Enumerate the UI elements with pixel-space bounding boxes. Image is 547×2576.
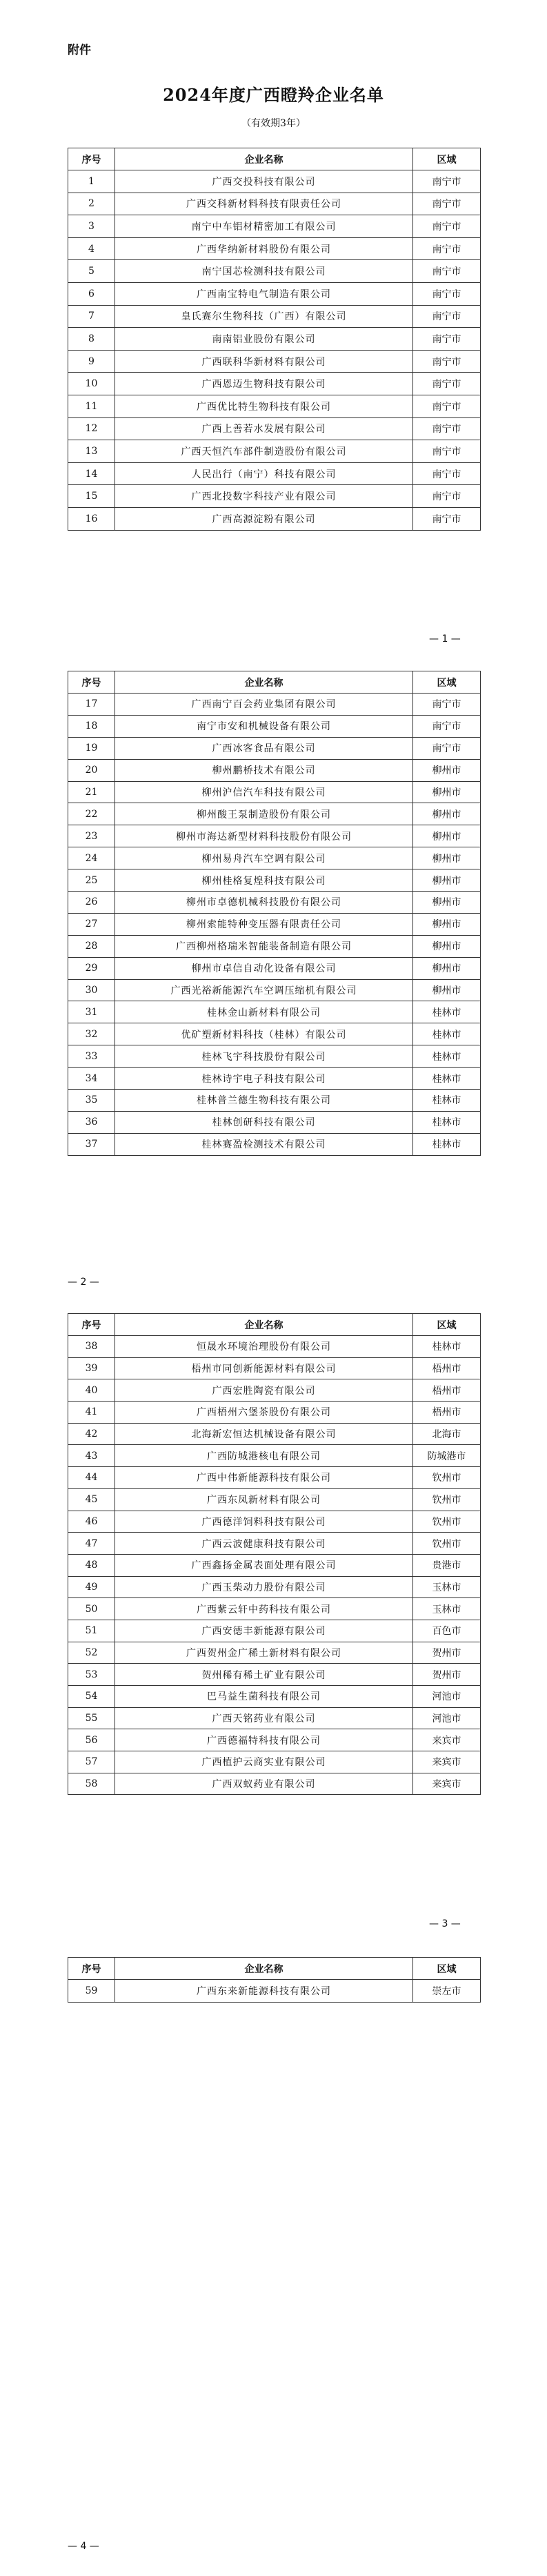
company-name: 南宁中车铝材精密加工有限公司 xyxy=(115,215,413,238)
row-index: 9 xyxy=(68,350,115,373)
table-row xyxy=(68,1729,481,1751)
company-name: 皇氏赛尔生物科技（广西）有限公司 xyxy=(115,305,413,328)
region-name: 柳州市 xyxy=(413,759,481,781)
row-index: 33 xyxy=(68,1045,115,1068)
page-number: — 1 — xyxy=(429,633,461,645)
roster-table-page-3 xyxy=(68,1313,481,1795)
table-header-row xyxy=(68,1314,481,1336)
region-name: 玉林市 xyxy=(413,1576,481,1598)
region-name: 钦州市 xyxy=(413,1511,481,1533)
region-name: 桂林市 xyxy=(413,1133,481,1155)
company-name: 广西联科华新材料有限公司 xyxy=(115,350,413,373)
row-index: 39 xyxy=(68,1357,115,1379)
company-name: 广西梧州六堡茶股份有限公司 xyxy=(115,1402,413,1424)
company-name: 广西柳州格瑞米智能装备制造有限公司 xyxy=(115,935,413,957)
region-name: 南宁市 xyxy=(413,440,481,463)
table-row xyxy=(68,737,481,759)
region-name: 南宁市 xyxy=(413,215,481,238)
row-index: 52 xyxy=(68,1642,115,1664)
header-company-name: 企业名称 xyxy=(115,1958,413,1980)
header-index: 序号 xyxy=(68,1958,115,1980)
table-header-row xyxy=(68,671,481,694)
row-index: 3 xyxy=(68,215,115,238)
row-index: 50 xyxy=(68,1598,115,1620)
region-name: 南宁市 xyxy=(413,260,481,283)
annex-label: 附件 xyxy=(68,43,91,57)
region-name: 来宾市 xyxy=(413,1729,481,1751)
region-name: 梧州市 xyxy=(413,1357,481,1379)
region-name: 南宁市 xyxy=(413,462,481,485)
row-index: 43 xyxy=(68,1445,115,1467)
row-index: 45 xyxy=(68,1488,115,1511)
region-name: 桂林市 xyxy=(413,1045,481,1068)
table-row xyxy=(68,373,481,395)
row-index: 42 xyxy=(68,1423,115,1445)
row-index: 49 xyxy=(68,1576,115,1598)
table-row xyxy=(68,1111,481,1133)
table-row xyxy=(68,803,481,825)
table-row xyxy=(68,507,481,530)
table-row xyxy=(68,237,481,260)
table-row xyxy=(68,1751,481,1773)
table-row xyxy=(68,1598,481,1620)
table-row xyxy=(68,485,481,508)
region-name: 贺州市 xyxy=(413,1664,481,1686)
region-name: 贺州市 xyxy=(413,1642,481,1664)
company-name: 广西交投科技有限公司 xyxy=(115,170,413,193)
region-name: 崇左市 xyxy=(413,1980,481,2003)
table-row xyxy=(68,215,481,238)
row-index: 4 xyxy=(68,237,115,260)
row-index: 7 xyxy=(68,305,115,328)
row-index: 34 xyxy=(68,1068,115,1090)
table-row xyxy=(68,847,481,869)
company-name: 广西德福特科技有限公司 xyxy=(115,1729,413,1751)
table-row xyxy=(68,825,481,847)
region-name: 桂林市 xyxy=(413,1090,481,1112)
table-row xyxy=(68,1554,481,1576)
company-name: 巴马益生菌科技有限公司 xyxy=(115,1686,413,1708)
region-name: 柳州市 xyxy=(413,892,481,914)
row-index: 19 xyxy=(68,737,115,759)
region-name: 柳州市 xyxy=(413,979,481,1001)
table-row xyxy=(68,417,481,440)
company-name: 桂林创研科技有限公司 xyxy=(115,1111,413,1133)
row-index: 36 xyxy=(68,1111,115,1133)
row-index: 57 xyxy=(68,1751,115,1773)
region-name: 南宁市 xyxy=(413,373,481,395)
row-index: 55 xyxy=(68,1707,115,1729)
row-index: 16 xyxy=(68,507,115,530)
region-name: 南宁市 xyxy=(413,193,481,215)
table-row xyxy=(68,957,481,979)
table-row xyxy=(68,328,481,351)
company-name: 广西光裕新能源汽车空调压缩机有限公司 xyxy=(115,979,413,1001)
company-name: 广西南宝特电气制造有限公司 xyxy=(115,282,413,305)
company-name: 柳州易舟汽车空调有限公司 xyxy=(115,847,413,869)
table-row xyxy=(68,1467,481,1489)
company-name: 柳州市卓德机械科技股份有限公司 xyxy=(115,892,413,914)
region-name: 南宁市 xyxy=(413,694,481,716)
region-name: 南宁市 xyxy=(413,715,481,737)
row-index: 46 xyxy=(68,1511,115,1533)
header-company-name: 企业名称 xyxy=(115,671,413,694)
row-index: 47 xyxy=(68,1533,115,1555)
region-name: 柳州市 xyxy=(413,847,481,869)
company-name: 优矿塑新材料科技（桂林）有限公司 xyxy=(115,1023,413,1045)
region-name: 柳州市 xyxy=(413,803,481,825)
table-row xyxy=(68,892,481,914)
company-name: 广西宏胜陶瓷有限公司 xyxy=(115,1379,413,1402)
row-index: 10 xyxy=(68,373,115,395)
company-name: 广西高源淀粉有限公司 xyxy=(115,507,413,530)
table-row xyxy=(68,869,481,892)
page-number: — 4 — xyxy=(68,2541,99,2552)
table-row xyxy=(68,1379,481,1402)
table-row xyxy=(68,1423,481,1445)
company-name: 广西天恒汽车部件制造股份有限公司 xyxy=(115,440,413,463)
row-index: 2 xyxy=(68,193,115,215)
row-index: 13 xyxy=(68,440,115,463)
table-row xyxy=(68,1068,481,1090)
table-header-row xyxy=(68,1958,481,1980)
table-row xyxy=(68,1511,481,1533)
row-index: 37 xyxy=(68,1133,115,1155)
row-index: 41 xyxy=(68,1402,115,1424)
row-index: 29 xyxy=(68,957,115,979)
roster-table-page-1 xyxy=(68,148,481,531)
table-row xyxy=(68,462,481,485)
row-index: 30 xyxy=(68,979,115,1001)
company-name: 桂林普兰德生物科技有限公司 xyxy=(115,1090,413,1112)
table-row xyxy=(68,1980,481,2003)
table-row xyxy=(68,1090,481,1112)
company-name: 广西双蚁药业有限公司 xyxy=(115,1773,413,1795)
company-name: 广西交科新材料科技有限责任公司 xyxy=(115,193,413,215)
table-row xyxy=(68,305,481,328)
company-name: 广西天铭药业有限公司 xyxy=(115,1707,413,1729)
table-row xyxy=(68,1488,481,1511)
region-name: 梧州市 xyxy=(413,1379,481,1402)
table-row xyxy=(68,193,481,215)
company-name: 广西德洋饲料科技有限公司 xyxy=(115,1511,413,1533)
company-name: 柳州市卓信自动化设备有限公司 xyxy=(115,957,413,979)
table-row xyxy=(68,1664,481,1686)
table-row xyxy=(68,440,481,463)
region-name: 南宁市 xyxy=(413,485,481,508)
region-name: 防城港市 xyxy=(413,1445,481,1467)
table-row xyxy=(68,1642,481,1664)
header-region: 区域 xyxy=(413,1958,481,1980)
row-index: 15 xyxy=(68,485,115,508)
region-name: 南宁市 xyxy=(413,237,481,260)
company-name: 广西鑫扬金属表面处理有限公司 xyxy=(115,1554,413,1576)
company-name: 广西东凤新材料有限公司 xyxy=(115,1488,413,1511)
company-name: 广西植护云商实业有限公司 xyxy=(115,1751,413,1773)
company-name: 广西防城港核电有限公司 xyxy=(115,1445,413,1467)
row-index: 14 xyxy=(68,462,115,485)
table-row xyxy=(68,1133,481,1155)
company-name: 广西贺州金广稀土新材料有限公司 xyxy=(115,1642,413,1664)
company-name: 桂林金山新材料有限公司 xyxy=(115,1001,413,1023)
header-index: 序号 xyxy=(68,1314,115,1336)
company-name: 广西安德丰新能源有限公司 xyxy=(115,1620,413,1642)
region-name: 来宾市 xyxy=(413,1751,481,1773)
header-company-name: 企业名称 xyxy=(115,148,413,170)
header-index: 序号 xyxy=(68,148,115,170)
company-name: 广西优比特生物科技有限公司 xyxy=(115,395,413,417)
row-index: 1 xyxy=(68,170,115,193)
table-row xyxy=(68,282,481,305)
table-header-row xyxy=(68,148,481,170)
row-index: 44 xyxy=(68,1467,115,1489)
region-name: 柳州市 xyxy=(413,913,481,935)
region-name: 南宁市 xyxy=(413,305,481,328)
region-name: 柳州市 xyxy=(413,825,481,847)
company-name: 广西冰客食品有限公司 xyxy=(115,737,413,759)
table-row xyxy=(68,1686,481,1708)
company-name: 广西玉柴动力股份有限公司 xyxy=(115,1576,413,1598)
company-name: 柳州市海达新型材料科技股份有限公司 xyxy=(115,825,413,847)
company-name: 广西南宁百会药业集团有限公司 xyxy=(115,694,413,716)
company-name: 广西华纳新材料股份有限公司 xyxy=(115,237,413,260)
company-name: 柳州鹏桥技术有限公司 xyxy=(115,759,413,781)
row-index: 59 xyxy=(68,1980,115,2003)
header-region: 区域 xyxy=(413,1314,481,1336)
region-name: 钦州市 xyxy=(413,1488,481,1511)
region-name: 南宁市 xyxy=(413,282,481,305)
company-name: 柳州桂格复煌科技有限公司 xyxy=(115,869,413,892)
company-name: 广西中伟新能源科技有限公司 xyxy=(115,1467,413,1489)
table-row xyxy=(68,350,481,373)
row-index: 56 xyxy=(68,1729,115,1751)
company-name: 梧州市同创新能源材料有限公司 xyxy=(115,1357,413,1379)
row-index: 6 xyxy=(68,282,115,305)
table-row xyxy=(68,979,481,1001)
table-row xyxy=(68,1576,481,1598)
row-index: 38 xyxy=(68,1336,115,1358)
header-company-name: 企业名称 xyxy=(115,1314,413,1336)
company-name: 柳州索能特种变压器有限责任公司 xyxy=(115,913,413,935)
row-index: 22 xyxy=(68,803,115,825)
region-name: 河池市 xyxy=(413,1686,481,1708)
region-name: 柳州市 xyxy=(413,957,481,979)
row-index: 17 xyxy=(68,694,115,716)
region-name: 来宾市 xyxy=(413,1773,481,1795)
table-row xyxy=(68,1707,481,1729)
company-name: 广西云波健康科技有限公司 xyxy=(115,1533,413,1555)
region-name: 桂林市 xyxy=(413,1111,481,1133)
row-index: 40 xyxy=(68,1379,115,1402)
company-name: 广西东来新能源科技有限公司 xyxy=(115,1980,413,2003)
company-name: 柳州沪信汽车科技有限公司 xyxy=(115,781,413,803)
region-name: 南宁市 xyxy=(413,507,481,530)
row-index: 54 xyxy=(68,1686,115,1708)
row-index: 5 xyxy=(68,260,115,283)
row-index: 8 xyxy=(68,328,115,351)
table-row xyxy=(68,1045,481,1068)
region-name: 南宁市 xyxy=(413,170,481,193)
table-row xyxy=(68,260,481,283)
company-name: 人民出行（南宁）科技有限公司 xyxy=(115,462,413,485)
header-index: 序号 xyxy=(68,671,115,694)
company-name: 广西北投数字科技产业有限公司 xyxy=(115,485,413,508)
company-name: 桂林飞宇科技股份有限公司 xyxy=(115,1045,413,1068)
row-index: 28 xyxy=(68,935,115,957)
table-row xyxy=(68,1336,481,1358)
validity-note: （有效期3年） xyxy=(241,118,306,129)
table-row xyxy=(68,694,481,716)
table-row xyxy=(68,1402,481,1424)
row-index: 35 xyxy=(68,1090,115,1112)
region-name: 南宁市 xyxy=(413,350,481,373)
header-region: 区域 xyxy=(413,148,481,170)
row-index: 53 xyxy=(68,1664,115,1686)
company-name: 恒晟水环境治理股份有限公司 xyxy=(115,1336,413,1358)
region-name: 北海市 xyxy=(413,1423,481,1445)
table-row xyxy=(68,1001,481,1023)
row-index: 25 xyxy=(68,869,115,892)
row-index: 24 xyxy=(68,847,115,869)
company-name: 柳州酸王泵制造股份有限公司 xyxy=(115,803,413,825)
row-index: 18 xyxy=(68,715,115,737)
region-name: 桂林市 xyxy=(413,1023,481,1045)
table-row xyxy=(68,395,481,417)
page-number: — 3 — xyxy=(429,1918,461,1929)
table-row xyxy=(68,1620,481,1642)
row-index: 21 xyxy=(68,781,115,803)
roster-table-page-2 xyxy=(68,671,481,1156)
table-row xyxy=(68,1023,481,1045)
row-index: 20 xyxy=(68,759,115,781)
roster-table-page-4 xyxy=(68,1957,481,2003)
page-number: — 2 — xyxy=(68,1277,99,1288)
table-row xyxy=(68,715,481,737)
company-name: 北海新宏恒达机械设备有限公司 xyxy=(115,1423,413,1445)
region-name: 钦州市 xyxy=(413,1467,481,1489)
region-name: 柳州市 xyxy=(413,869,481,892)
region-name: 桂林市 xyxy=(413,1001,481,1023)
table-row xyxy=(68,781,481,803)
region-name: 梧州市 xyxy=(413,1402,481,1424)
row-index: 26 xyxy=(68,892,115,914)
row-index: 27 xyxy=(68,913,115,935)
row-index: 32 xyxy=(68,1023,115,1045)
region-name: 桂林市 xyxy=(413,1068,481,1090)
header-region: 区域 xyxy=(413,671,481,694)
company-name: 广西恩迈生物科技有限公司 xyxy=(115,373,413,395)
table-row xyxy=(68,913,481,935)
region-name: 南宁市 xyxy=(413,417,481,440)
region-name: 桂林市 xyxy=(413,1336,481,1358)
company-name: 南宁国芯检测科技有限公司 xyxy=(115,260,413,283)
table-row xyxy=(68,1445,481,1467)
company-name: 广西上善若水发展有限公司 xyxy=(115,417,413,440)
table-row xyxy=(68,759,481,781)
company-name: 南宁市安和机械设备有限公司 xyxy=(115,715,413,737)
company-name: 桂林诗宇电子科技有限公司 xyxy=(115,1068,413,1090)
row-index: 58 xyxy=(68,1773,115,1795)
company-name: 贺州稀有稀土矿业有限公司 xyxy=(115,1664,413,1686)
row-index: 12 xyxy=(68,417,115,440)
row-index: 31 xyxy=(68,1001,115,1023)
region-name: 柳州市 xyxy=(413,781,481,803)
region-name: 河池市 xyxy=(413,1707,481,1729)
region-name: 南宁市 xyxy=(413,395,481,417)
company-name: 南南铝业股份有限公司 xyxy=(115,328,413,351)
row-index: 51 xyxy=(68,1620,115,1642)
region-name: 贵港市 xyxy=(413,1554,481,1576)
region-name: 钦州市 xyxy=(413,1533,481,1555)
document-title: 2024年度广西瞪羚企业名单 xyxy=(163,85,384,105)
row-index: 23 xyxy=(68,825,115,847)
region-name: 柳州市 xyxy=(413,935,481,957)
table-row xyxy=(68,1357,481,1379)
row-index: 11 xyxy=(68,395,115,417)
table-row xyxy=(68,170,481,193)
company-name: 桂林赛盈检测技术有限公司 xyxy=(115,1133,413,1155)
region-name: 南宁市 xyxy=(413,737,481,759)
table-row xyxy=(68,1773,481,1795)
company-name: 广西紫云轩中药科技有限公司 xyxy=(115,1598,413,1620)
table-row xyxy=(68,935,481,957)
table-row xyxy=(68,1533,481,1555)
region-name: 百色市 xyxy=(413,1620,481,1642)
row-index: 48 xyxy=(68,1554,115,1576)
region-name: 玉林市 xyxy=(413,1598,481,1620)
region-name: 南宁市 xyxy=(413,328,481,351)
